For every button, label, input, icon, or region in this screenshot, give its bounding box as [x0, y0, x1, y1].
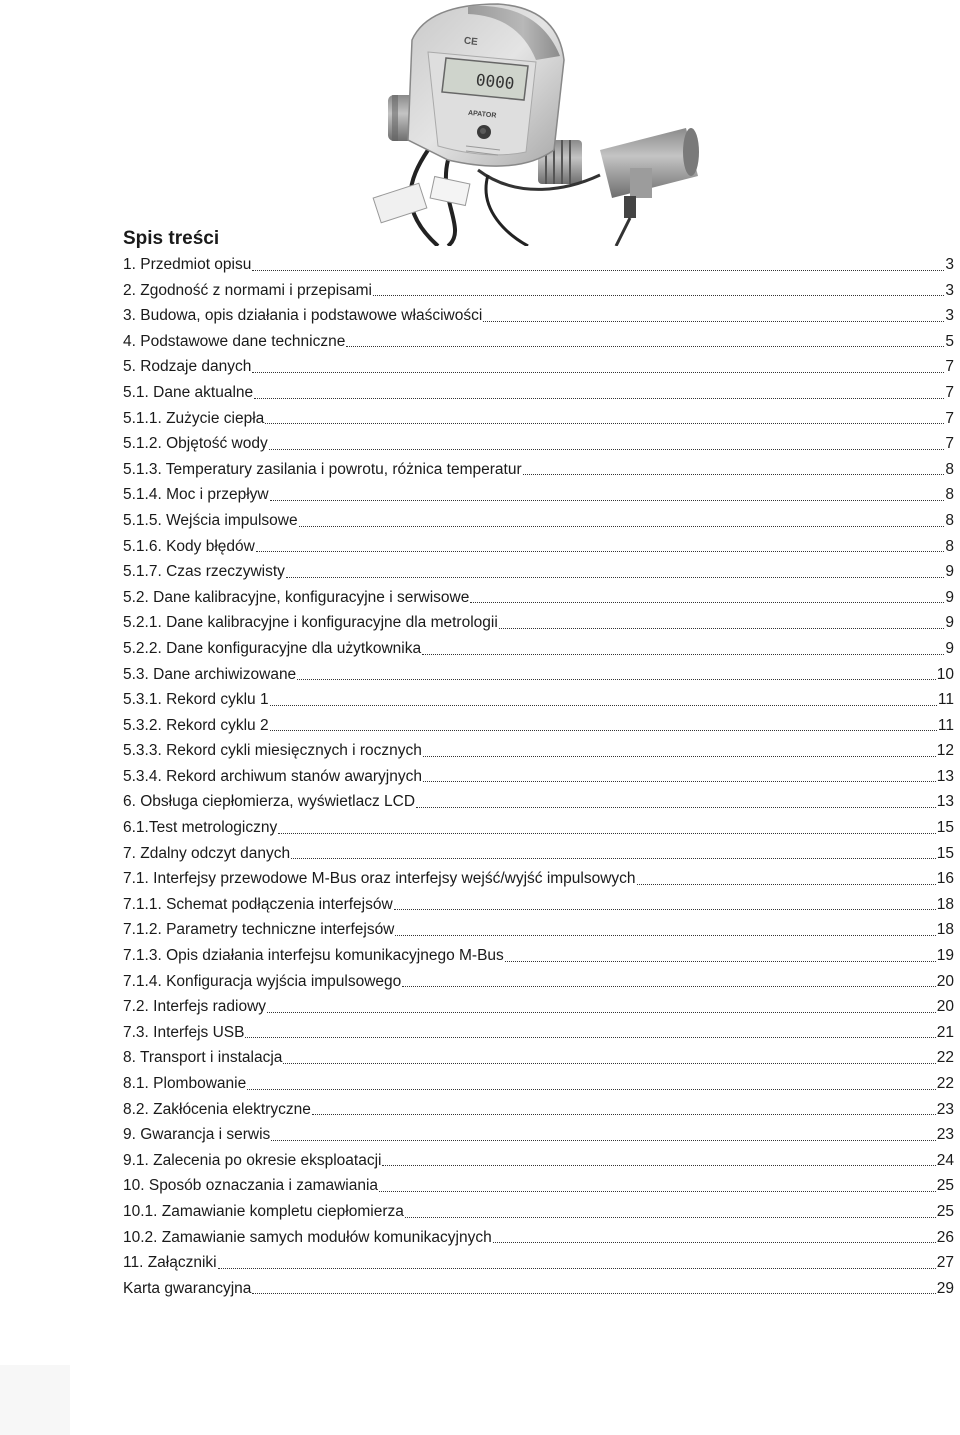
toc-leader-dots	[286, 576, 944, 578]
toc-leader-dots	[218, 1267, 936, 1269]
toc-leader-dots	[423, 780, 936, 782]
toc-entry-label: 7.2. Interfejs radiowy	[123, 998, 267, 1016]
toc-leader-dots	[416, 806, 936, 808]
toc-entry-page: 13	[936, 767, 954, 785]
toc-leader-dots	[312, 1113, 936, 1115]
toc-entry[interactable]	[123, 406, 954, 432]
toc-entry[interactable]	[123, 354, 954, 380]
toc-entry-label: 7.1. Interfejsy przewodowe M-Bus oraz interfejsy wejść/wyjść impulsowych	[123, 870, 636, 888]
brand-logo: APATOR	[467, 109, 497, 120]
toc-entry-page: 8	[945, 511, 954, 529]
toc-entry-page: 22	[936, 1049, 954, 1067]
toc-entry-page: 16	[936, 870, 954, 888]
toc-entry-label: 7.1.4. Konfiguracja wyjścia impulsowego	[123, 972, 402, 990]
toc-entry[interactable]	[123, 1122, 954, 1148]
toc-entry-label: 7. Zdalny odczyt danych	[123, 844, 291, 862]
toc-entry[interactable]	[123, 764, 954, 790]
toc-entry-page: 18	[936, 895, 954, 913]
table-of-contents	[123, 226, 954, 1301]
toc-entry-page: 27	[936, 1254, 954, 1272]
toc-leader-dots	[637, 883, 936, 885]
toc-leader-dots	[499, 627, 945, 629]
toc-entry[interactable]	[123, 1071, 954, 1097]
toc-entry[interactable]	[123, 1097, 954, 1123]
toc-entry[interactable]	[123, 1173, 954, 1199]
toc-entry-page: 26	[936, 1228, 954, 1246]
toc-entry[interactable]	[123, 892, 954, 918]
toc-leader-dots	[247, 1088, 936, 1090]
toc-entry-page: 11	[937, 691, 954, 709]
toc-entry-label: 6.1.Test metrologiczny	[123, 819, 278, 837]
toc-entry[interactable]	[123, 303, 954, 329]
toc-entry-page: 9	[945, 614, 954, 632]
toc-entry-page: 7	[945, 358, 954, 376]
toc-entry[interactable]	[123, 431, 954, 457]
toc-leader-dots	[373, 294, 944, 296]
toc-entry-label: 5.1.7. Czas rzeczywisty	[123, 563, 285, 581]
toc-leader-dots	[252, 1292, 935, 1294]
toc-entry-label: 8.2. Zakłócenia elektryczne	[123, 1100, 311, 1118]
toc-entry-label: 8. Transport i instalacja	[123, 1049, 283, 1067]
toc-entry-label: 5.1. Dane aktualne	[123, 383, 254, 401]
toc-entry-page: 8	[945, 460, 954, 478]
toc-entry-page: 22	[936, 1075, 954, 1092]
toc-entry[interactable]	[123, 866, 954, 892]
toc-leader-dots	[270, 499, 945, 501]
toc-entry-label: 5.2.2. Dane konfiguracyjne dla użytkownika	[123, 639, 422, 657]
toc-leader-dots	[278, 832, 936, 834]
toc-entry-page: 7	[945, 409, 954, 427]
toc-entry[interactable]	[123, 1250, 954, 1276]
toc-leader-dots	[254, 397, 944, 399]
toc-entry-label: 1. Przedmiot opisu	[123, 256, 252, 273]
toc-entry[interactable]	[123, 329, 954, 355]
toc-leader-dots	[271, 1139, 935, 1141]
toc-entry-page: 25	[936, 1202, 954, 1220]
heat-meter-photo	[368, 0, 704, 246]
toc-entry[interactable]	[123, 482, 954, 508]
toc-entry[interactable]	[123, 687, 954, 713]
toc-entry-page: 9	[945, 639, 954, 657]
toc-leader-dots	[291, 857, 936, 859]
toc-entry-label: 9. Gwarancja i serwis	[123, 1126, 271, 1144]
toc-entry[interactable]	[123, 252, 954, 278]
toc-title: Spis treści	[123, 228, 220, 249]
toc-entry[interactable]	[123, 994, 954, 1020]
toc-entry[interactable]	[123, 1148, 954, 1174]
toc-leader-dots	[283, 1062, 935, 1064]
toc-leader-dots	[267, 1011, 936, 1013]
toc-entry-page: 21	[936, 1023, 954, 1041]
toc-entry-label: 5.1.5. Wejścia impulsowe	[123, 511, 298, 529]
toc-entry[interactable]	[123, 713, 954, 739]
toc-entry-label: 5.3.3. Rekord cykli miesięcznych i rocznych	[123, 742, 422, 760]
toc-entry-label: 8.1. Plombowanie	[123, 1075, 247, 1092]
toc-entry[interactable]	[123, 738, 954, 764]
toc-entry[interactable]	[123, 662, 954, 688]
toc-entry[interactable]	[123, 636, 954, 662]
toc-entry-page: 23	[936, 1126, 954, 1144]
toc-entry[interactable]	[123, 534, 954, 560]
toc-entry[interactable]	[123, 380, 954, 406]
toc-entry-page: 9	[945, 588, 954, 606]
toc-leader-dots	[297, 678, 936, 680]
toc-entry[interactable]	[123, 457, 954, 483]
toc-entry-label: 6. Obsługa ciepłomierza, wyświetlacz LCD	[123, 793, 416, 811]
toc-entry-page: 7	[945, 435, 954, 453]
toc-entry-page: 12	[936, 742, 954, 760]
toc-entry-label: 4. Podstawowe dane techniczne	[123, 332, 346, 350]
toc-entry-label: 2. Zgodność z normami i przepisami	[123, 281, 372, 299]
toc-leader-dots	[470, 601, 944, 603]
toc-leader-dots	[252, 269, 944, 271]
toc-entry-label: 3. Budowa, opis działania i podstawowe właściwości	[123, 307, 483, 325]
toc-leader-dots	[394, 908, 936, 910]
toc-leader-dots	[382, 1164, 935, 1166]
toc-leader-dots	[395, 934, 935, 936]
toc-entry-label: 5. Rodzaje danych	[123, 358, 252, 376]
toc-entry[interactable]	[123, 841, 954, 867]
toc-leader-dots	[346, 345, 944, 347]
toc-entry[interactable]	[123, 815, 954, 841]
toc-leader-dots	[423, 755, 936, 757]
toc-entry[interactable]	[123, 1199, 954, 1225]
toc-leader-dots	[270, 729, 937, 731]
toc-entry-label: 7.1.3. Opis działania interfejsu komunikacyjnego M-Bus	[123, 947, 504, 965]
toc-entry-page: 13	[936, 793, 954, 811]
toc-entry[interactable]	[123, 1045, 954, 1071]
toc-entry-label: 10. Sposób oznaczania i zamawiania	[123, 1177, 379, 1195]
page-corner	[0, 1365, 70, 1435]
toc-entry[interactable]	[123, 969, 954, 995]
toc-entry-label: 5.1.6. Kody błędów	[123, 537, 255, 555]
toc-entry-page: 25	[936, 1177, 954, 1195]
lcd-digits: 0000	[474, 70, 516, 94]
toc-leader-dots	[252, 371, 944, 373]
toc-entry-label: 5.3. Dane archiwizowane	[123, 665, 297, 683]
toc-entry-label: 5.1.2. Objętość wody	[123, 435, 268, 453]
toc-entry[interactable]	[123, 943, 954, 969]
toc-entry-label: 9.1. Zalecenia po okresie eksploatacji	[123, 1151, 382, 1169]
toc-entry-page: 23	[936, 1100, 954, 1118]
toc-entry-page: 18	[936, 921, 954, 939]
toc-leader-dots	[299, 525, 945, 527]
toc-entry-label: 5.2. Dane kalibracyjne, konfiguracyjne i serwisowe	[123, 588, 470, 606]
toc-entry[interactable]	[123, 508, 954, 534]
toc-entry[interactable]	[123, 278, 954, 304]
toc-entry-page: 10	[936, 665, 954, 683]
toc-entry-label: 10.2. Zamawianie samych modułów komunikacyjnych	[123, 1228, 492, 1246]
toc-list	[123, 252, 954, 1301]
toc-entry-label: 11. Załączniki	[123, 1254, 217, 1272]
toc-entry-page: 24	[936, 1151, 954, 1169]
toc-entry-page: 3	[945, 256, 954, 273]
toc-leader-dots	[270, 704, 937, 706]
toc-entry-label: 10.1. Zamawianie kompletu ciepłomierza	[123, 1202, 404, 1220]
toc-leader-dots	[405, 1216, 936, 1218]
toc-entry-label: 7.1.2. Parametry techniczne interfejsów	[123, 921, 395, 939]
toc-entry-label: 7.1.1. Schemat podłączenia interfejsów	[123, 895, 393, 913]
toc-entry-page: 5	[945, 332, 954, 350]
toc-entry[interactable]	[123, 789, 954, 815]
toc-entry-label: 5.1.4. Moc i przepływ	[123, 486, 269, 504]
toc-entry-page: 15	[936, 819, 954, 837]
toc-entry-label: 5.3.1. Rekord cyklu 1	[123, 691, 269, 709]
toc-leader-dots	[379, 1190, 936, 1192]
toc-entry[interactable]	[123, 1020, 954, 1046]
toc-entry-page: 8	[945, 486, 954, 504]
toc-entry-label: 7.3. Interfejs USB	[123, 1023, 245, 1041]
cable-labels	[373, 176, 470, 222]
toc-leader-dots	[422, 653, 944, 655]
toc-leader-dots	[265, 422, 944, 424]
toc-entry[interactable]	[123, 1276, 954, 1302]
toc-entry-label: Karta gwarancyjna	[123, 1279, 252, 1297]
toc-entry-page: 11	[937, 716, 954, 734]
toc-entry-label: 5.2.1. Dane kalibracyjne i konfiguracyjne dla metrologii	[123, 614, 498, 632]
toc-entry-label: 5.1.1. Zużycie ciepła	[123, 409, 265, 427]
toc-entry[interactable]	[123, 559, 954, 585]
toc-entry[interactable]	[123, 610, 954, 636]
toc-entry[interactable]	[123, 917, 954, 943]
toc-entry-page: 7	[945, 383, 954, 401]
toc-entry-page: 20	[936, 998, 954, 1016]
toc-entry-page: 15	[936, 844, 954, 862]
toc-leader-dots	[523, 473, 945, 475]
toc-entry-page: 3	[945, 281, 954, 299]
toc-entry-page: 8	[945, 537, 954, 555]
toc-entry-label: 5.3.2. Rekord cyklu 2	[123, 716, 269, 734]
lcd-display	[442, 58, 528, 100]
toc-leader-dots	[245, 1036, 935, 1038]
toc-entry-page: 29	[936, 1279, 954, 1297]
toc-entry-page: 9	[945, 563, 954, 581]
toc-leader-dots	[493, 1241, 936, 1243]
toc-entry-page: 19	[936, 947, 954, 965]
toc-entry-page: 3	[945, 307, 954, 325]
toc-entry[interactable]	[123, 585, 954, 611]
toc-leader-dots	[483, 320, 944, 322]
toc-entry-page: 20	[936, 972, 954, 990]
toc-entry[interactable]	[123, 1225, 954, 1251]
toc-entry-label: 5.1.3. Temperatury zasilania i powrotu, różnica temperatur	[123, 460, 522, 478]
toc-leader-dots	[505, 960, 936, 962]
ce-mark: CE	[463, 35, 479, 48]
toc-leader-dots	[402, 985, 935, 987]
toc-leader-dots	[256, 550, 945, 552]
toc-leader-dots	[269, 448, 945, 450]
toc-entry-label: 5.3.4. Rekord archiwum stanów awaryjnych	[123, 767, 422, 785]
